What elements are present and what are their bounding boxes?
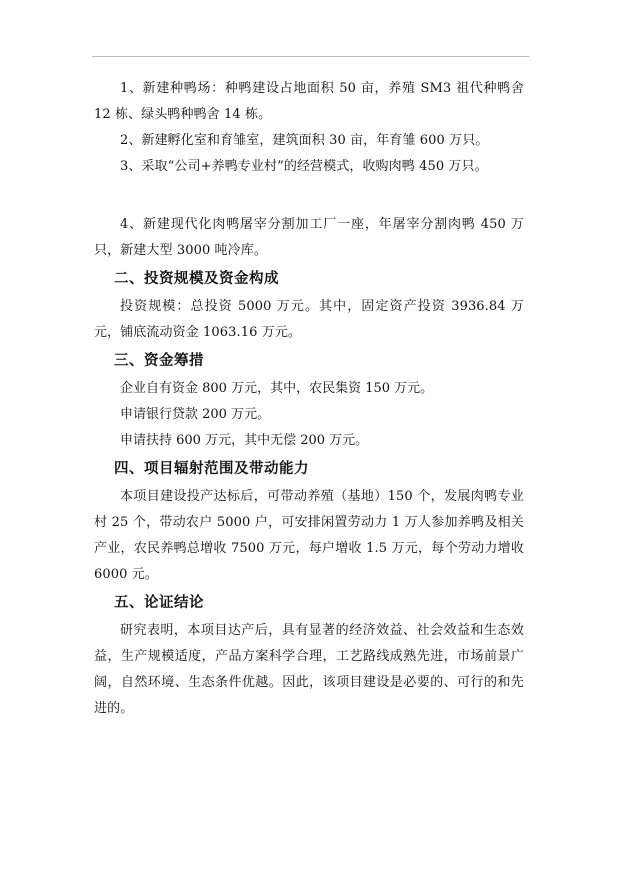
header-rule <box>92 56 529 57</box>
investment-text: 投资规模：总投资 5000 万元。其中，固定资产投资 3936.84 万元，铺底流动资金 1063.16 万元。 <box>94 299 524 340</box>
item-4: 4、新建现代化肉鸭屠宰分割加工厂一座，年屠宰分割肉鸭 450 万只，新建大型 3000 吨冷库。 <box>94 217 524 258</box>
funding-line-3: 申请扶持 600 万元，其中无偿 200 万元。 <box>120 433 369 448</box>
conclusion-text: 研究表明，本项目达产后，具有显著的经济效益、社会效益和生态效益，生产规模适度，产品方案科学合理，工艺路线成熟先进，市场前景广阔，自然环境、生态条件优越。因此，该项目建设是必要的、可行的和先进的。 <box>94 623 524 716</box>
document-body <box>94 76 524 722</box>
item-1: 1、新建种鸭场：种鸭建设占地面积 50 亩，养殖 SM3 祖代种鸭舍 12 栋、绿头鸭种鸭舍 14 栋。 <box>94 81 524 122</box>
section-heading-radiation: 四、项目辐射范围及带动能力 <box>114 461 309 477</box>
section-heading-funding: 三、资金筹措 <box>114 353 204 369</box>
section-heading-investment: 二、投资规模及资金构成 <box>114 271 279 287</box>
funding-line-1: 企业自有资金 800 万元，其中，农民集资 150 万元。 <box>120 381 434 396</box>
section-heading-conclusion: 五、论证结论 <box>114 595 204 611</box>
item-2: 2、新建孵化室和育雏室，建筑面积 30 亩，年育雏 600 万只。 <box>120 133 489 148</box>
item-3: 3、采取“公司+养鸭专业村”的经营模式，收购肉鸭 450 万只。 <box>120 159 488 174</box>
funding-line-2: 申请银行贷款 200 万元。 <box>120 407 271 422</box>
radiation-text: 本项目建设投产达标后，可带动养殖（基地）150 个，发展肉鸭专业村 25 个，带动农户 5000 户，可安排闲置劳动力 1 万人参加养鸭及相关产业，农民养鸭总增收 7500 万元，每户增收 1.5 万元，每个劳动力增收 6000 元。 <box>94 489 524 582</box>
spacer <box>94 180 524 212</box>
